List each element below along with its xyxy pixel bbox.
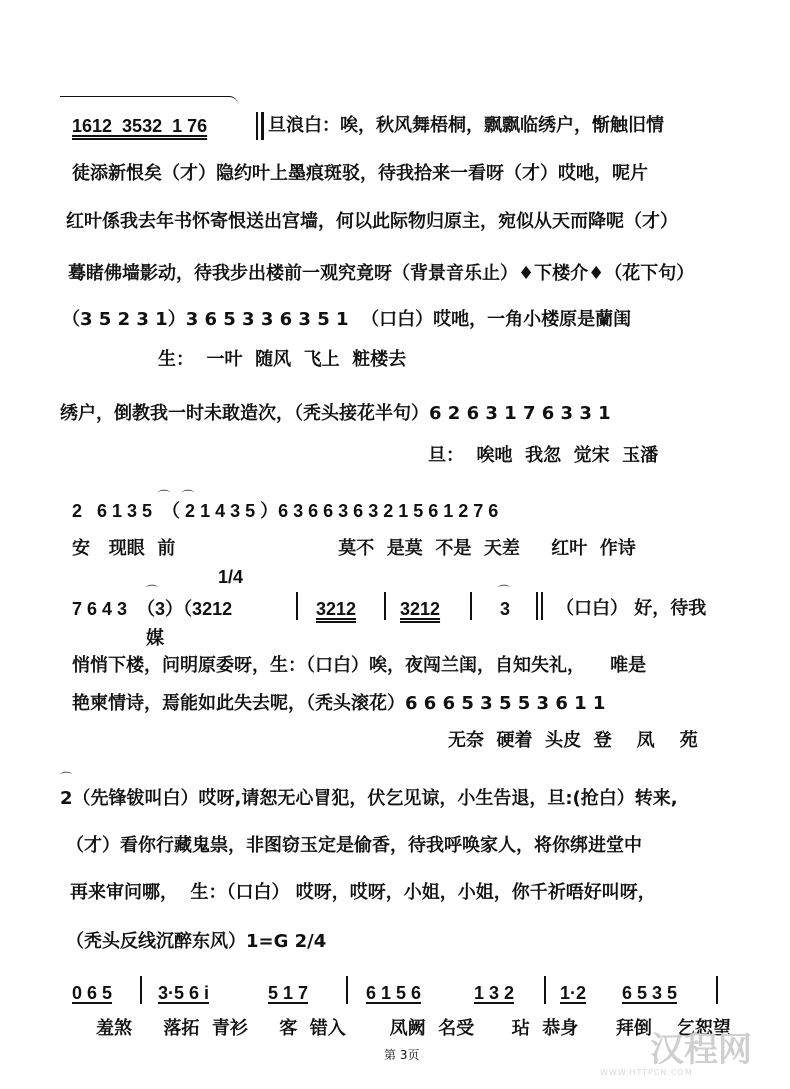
barline	[470, 592, 472, 620]
time-signature-1-4: 1/4	[218, 567, 244, 587]
notation-line-9: 2 6 1 3 5 （ 2 1 4 3 5 ）6 3 6 6 3 6 3 2 1 5 6 1 2 7 6	[72, 501, 499, 521]
lyric-line-10: 安 现眼 前 莫不 是莫 不是 天差 红叶 作诗	[72, 538, 636, 559]
fermata-icon: ⌒	[498, 584, 511, 598]
notation-line-12b: 3212	[316, 599, 357, 619]
notation-measure-1: 0 6 5	[72, 983, 113, 1003]
watermark-url: WWW.HTTPCN.COM	[600, 1068, 693, 1077]
fermata-icon: ⌒	[60, 771, 73, 785]
barline	[296, 592, 298, 620]
barline	[716, 976, 718, 1004]
notation-line-12a: 7 6 4 3 （3）（3212	[72, 599, 233, 619]
text-line-2: 徒添新恨矣（才）隐约叶上墨痕斑驳，待我拾来一看呀（才）哎吔，呢片	[72, 163, 648, 184]
barline	[346, 976, 348, 1004]
barline	[384, 592, 386, 620]
lyric-line-16: 无奈 硬着 头皮 登 凤 苑	[448, 730, 698, 751]
text-line-17: 2（先锋钹叫白）哎呀,请恕无心冒犯，伏乞见谅，小生告退，旦:(抢白）转来,	[60, 788, 678, 809]
page-number: 第 3页	[384, 1048, 420, 1062]
text-line-15: 艳柬情诗，焉能如此失去呢，（秃头滚花）6 6 6 5 3 5 5 3 6 1 1	[72, 693, 606, 714]
text-line-20: （秃头反线沉醉东风）1=G 2/4	[66, 931, 327, 952]
notation-measure-2: 3·5 6 i	[158, 983, 210, 1003]
text-line-4: 蓦睹佛墙影动，待我步出楼前一观究竟呀（背景音乐止）♦下楼介♦（花下句）	[68, 263, 695, 284]
notation-measure-6: 1·2	[560, 983, 587, 1003]
fermata-icon: ⌒	[146, 584, 159, 598]
watermark-logo: 汉程网	[650, 1030, 752, 1070]
fermata-icon: ⌒	[158, 489, 171, 503]
double-barline	[541, 592, 543, 620]
text-line-7: 绣户，倒教我一时未敢造次，（秃头接花半句）6 2 6 3 1 7 6 3 3 1	[60, 403, 611, 424]
text-line-5: （3 5 2 3 1）3 6 5 3 3 6 3 5 1 （口白）哎吔，一角小楼原是蘭闺	[62, 309, 632, 330]
notation-measure-3: 5 1 7	[268, 983, 309, 1003]
double-barline-thick	[261, 112, 264, 140]
lyric-line-22: 羞煞 落拓 青衫 客 错入 凤阙 名受 玷 恭身 拜倒 乞恕望	[96, 1018, 731, 1039]
lyric-line-6: 生： 一叶 随风 飞上 粧楼去	[158, 349, 407, 370]
text-line-1: 旦浪白：唉，秋风舞梧桐，飘飘临绣户，惭触旧情	[268, 115, 664, 136]
barline	[140, 976, 142, 1004]
lyric-line-13: 媒	[146, 628, 164, 649]
double-barline	[256, 112, 258, 140]
tie-arc	[60, 96, 238, 105]
notation-line-12d: 3	[500, 599, 511, 619]
notation-measure-5: 1 3 2	[474, 983, 515, 1003]
text-line-18: （才）看你行藏鬼祟，非图窃玉定是偷香，待我呼唤家人，将你绑进堂中	[66, 835, 642, 856]
notation-line-1: 1612 3532 1 76	[72, 116, 208, 136]
lyric-line-8: 旦： 唉吔 我忽 觉宋 玉潘	[428, 445, 659, 466]
text-line-12e: （口白） 好，待我	[556, 598, 707, 619]
text-line-14: 悄悄下楼，问明原委呀，生：（口白）唉，夜闯兰闺，自知失礼， 唯是	[72, 655, 647, 676]
notation-line-12c: 3212	[400, 599, 441, 619]
text-line-19: 再来审问哪， 生：（口白） 哎呀，哎呀，小姐，小姐，你千祈唔好叫呀，	[70, 882, 656, 903]
barline	[544, 976, 546, 1004]
text-line-3: 红叶係我去年书怀寄恨送出宫墙，何以此际物归原主，宛似从天而降呢（才）	[66, 211, 678, 232]
barline	[536, 592, 538, 620]
notation-measure-7: 6 5 3 5	[622, 983, 678, 1003]
fermata-icon: ⌒	[182, 489, 195, 503]
notation-measure-4: 6 1 5 6	[366, 983, 422, 1003]
